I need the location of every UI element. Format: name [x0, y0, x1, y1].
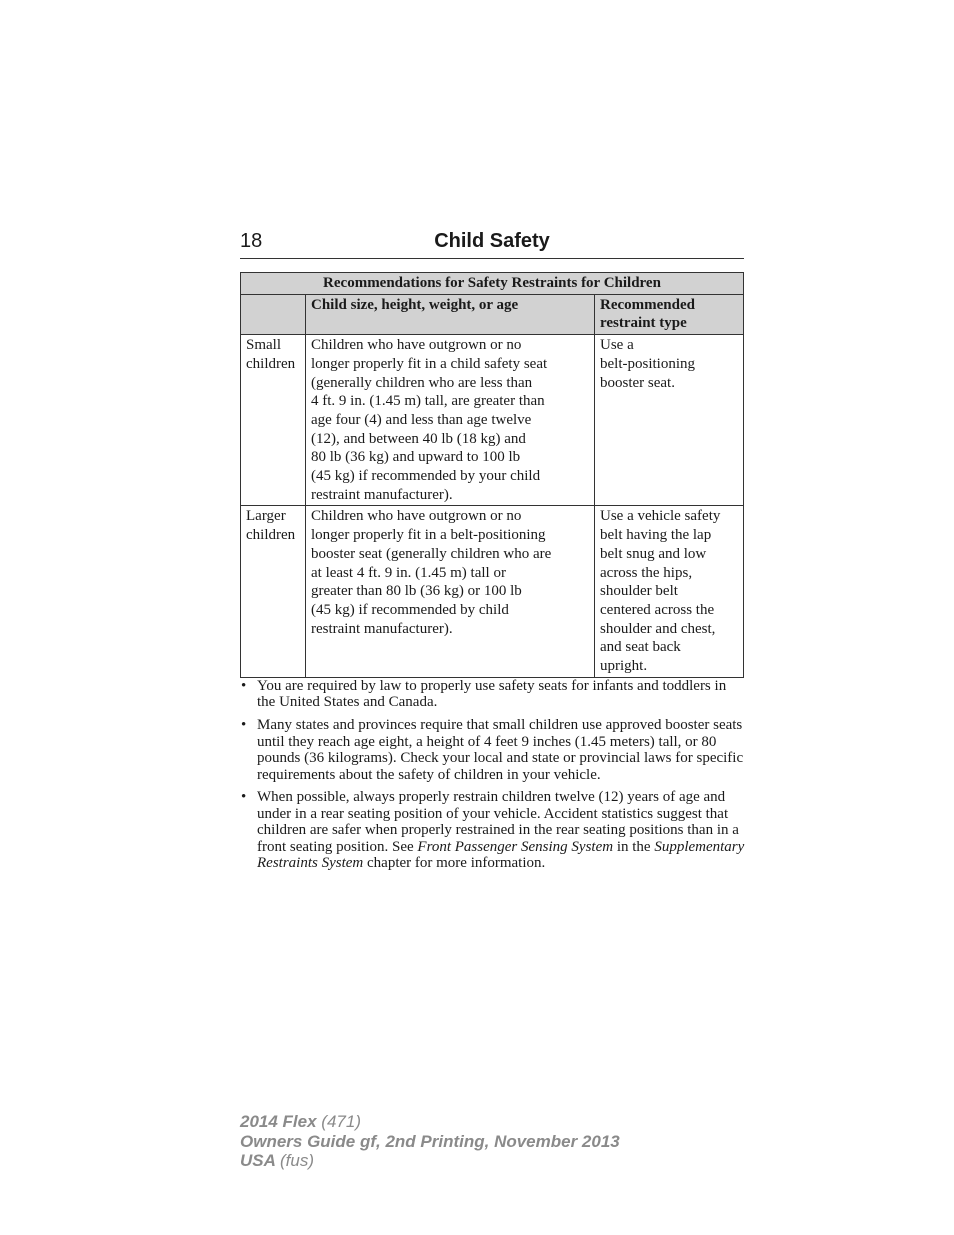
restraints-table — [240, 272, 744, 678]
list-item-text: When possible, always properly restrain children twelve (12) years of age and under in a rear seating position of your vehicle. Accident statistics suggest that children are safer when properly restrained in the rear seating positions than in a front seating position. See — [257, 789, 739, 855]
page-header — [240, 228, 744, 259]
table-caption-row — [241, 273, 744, 295]
row-description: Children who have outgrown or no longer properly fit in a child safety seat (generally children who are less than 4 ft. 9 in. (1.45 m) tall, are greater than age four (4) and less than age twelve (12), and between 40 lb (18 kg) and 80 lb (36 kg) and upward to 100 lb (45 kg) if recommended by your child restraint manufacturer). — [306, 335, 595, 506]
table-caption: Recommendations for Safety Restraints for Children — [241, 273, 744, 295]
footer-model-line — [240, 1112, 620, 1132]
footer-model: 2014 Flex — [240, 1112, 317, 1131]
list-item — [240, 678, 746, 711]
footer-region-line — [240, 1151, 620, 1171]
table-header-row — [241, 294, 744, 334]
list-item — [240, 717, 746, 783]
list-item-text: You are required by law to properly use safety seats for infants and toddlers in the United States and Canada. — [257, 678, 727, 711]
chapter-title: Child Safety — [434, 230, 550, 252]
page-number: 18 — [240, 230, 263, 252]
table-row — [241, 335, 744, 506]
column-header-size: Child size, height, weight, or age — [306, 294, 595, 334]
list-item-text: Many states and provinces require that small children use approved booster seats until they reach age eight, a height of 4 feet 9 inches (1.45 meters) tall, or 80 pounds (36 kilograms). Check your local and state or provincial laws for specific requirements about the safety of children in your vehicle. — [257, 717, 744, 783]
row-restraint: Use a vehicle safety belt having the lap belt snug and low across the hips, shoulder belt centered across the shoulder and chest, and seat back upright. — [595, 506, 744, 677]
row-category: Small children — [241, 335, 306, 506]
row-restraint: Use a belt-positioning booster seat. — [595, 335, 744, 506]
bullet-icon: • — [241, 789, 247, 806]
safety-notes-list — [240, 678, 746, 878]
list-item-text: chapter for more information. — [363, 855, 546, 872]
list-item — [240, 789, 746, 871]
cross-reference-front-passenger: Front Passenger Sensing System — [417, 838, 614, 855]
footer-region-code: (fus) — [280, 1151, 314, 1170]
footer-model-code: (471) — [321, 1112, 361, 1131]
column-header-restraint: Recommended restraint type — [595, 294, 744, 334]
bullet-icon: • — [241, 717, 247, 734]
column-header-blank — [241, 294, 306, 334]
cross-reference-srs-chapter: Supplementary Restraints System — [257, 838, 745, 872]
list-item-text: in the — [613, 838, 655, 855]
bullet-icon: • — [241, 678, 247, 694]
row-description: Children who have outgrown or no longer properly fit in a belt-positioning booster seat (generally children who are at least 4 ft. 9 in. (1.45 m) tall or greater than 80 lb (36 kg) or 100 lb (45 kg) if recommended by child restraint manufacturer). — [306, 506, 595, 677]
print-footer — [240, 1112, 620, 1171]
row-category: Larger children — [241, 506, 306, 677]
footer-region: USA — [240, 1151, 276, 1170]
footer-guide: Owners Guide gf, 2nd Printing, November 2013 — [240, 1131, 620, 1151]
table-row — [241, 506, 744, 677]
